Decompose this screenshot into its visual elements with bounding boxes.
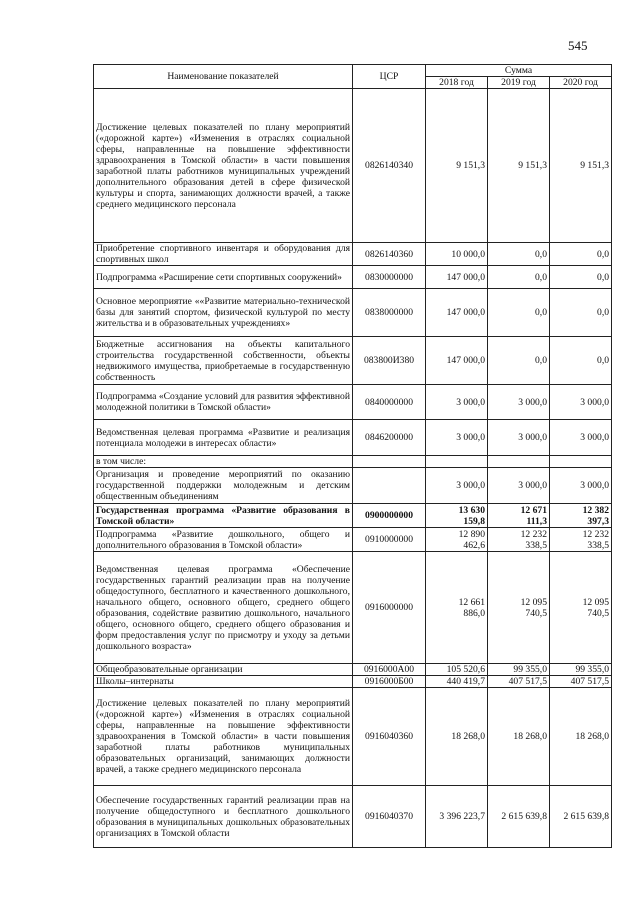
row-value-2020: 99 355,0 (550, 664, 612, 676)
row-code: 0900000000 (353, 504, 426, 528)
table-row (94, 420, 612, 456)
row-code: 0910000000 (353, 528, 426, 552)
row-value-2018: 3 000,0 (426, 468, 488, 504)
row-value-2020: 407 517,5 (550, 676, 612, 688)
row-value-2018: 3 396 223,7 (426, 786, 488, 848)
row-value-2019: 0,0 (488, 337, 550, 385)
table-row (94, 337, 612, 385)
row-code: 0916000Б00 (353, 676, 426, 688)
table-row (94, 786, 612, 848)
row-value-2019: 2 615 639,8 (488, 786, 550, 848)
row-name: Государственная программа «Развитие образования в Томской области» (94, 504, 353, 528)
row-value-2020: 3 000,0 (550, 420, 612, 456)
page-number: 545 (568, 38, 588, 53)
row-value-2018: 3 000,0 (426, 385, 488, 420)
row-value-2020: 12 382 397,3 (550, 504, 612, 528)
row-value-2020: 0,0 (550, 289, 612, 337)
row-value-2018: 9 151,3 (426, 89, 488, 243)
row-value-2018 (426, 456, 488, 468)
row-value-2020: 2 615 639,8 (550, 786, 612, 848)
row-code: 0916040360 (353, 688, 426, 786)
row-value-2018: 13 630 159,8 (426, 504, 488, 528)
row-name: Достижение целевых показателей по плану мероприятий («дорожной карте») «Изменения в отраслях социальной сферы, направленные на повышение эффективности здравоохранения в Томской области» в части повышения заработной платы работников муниципальных учреждений дополнительного образования детей в сфере физической культуры и спорта, занимающих должности врачей, а также среднего медицинского персонала (94, 89, 353, 243)
row-value-2020: 12 095 740,5 (550, 552, 612, 664)
row-value-2018: 147 000,0 (426, 289, 488, 337)
row-value-2018: 147 000,0 (426, 337, 488, 385)
table-row (94, 243, 612, 266)
table-row (94, 552, 612, 664)
table-row (94, 528, 612, 552)
row-code: 0830000000 (353, 266, 426, 289)
row-code: 0838000000 (353, 289, 426, 337)
row-value-2019: 9 151,3 (488, 89, 550, 243)
table-row (94, 676, 612, 688)
row-code: 0826140360 (353, 243, 426, 266)
row-value-2019: 3 000,0 (488, 468, 550, 504)
row-value-2019: 0,0 (488, 266, 550, 289)
row-value-2019: 0,0 (488, 289, 550, 337)
table-row (94, 266, 612, 289)
row-name: Организация и проведение мероприятий по оказанию государственной поддержки молодежным и детским общественным объединениям (94, 468, 353, 504)
row-name: Общеобразовательные организации (94, 664, 353, 676)
row-name: Приобретение спортивного инвентаря и оборудования для спортивных школ (94, 243, 353, 266)
row-name: Школы–интернаты (94, 676, 353, 688)
row-value-2018: 10 000,0 (426, 243, 488, 266)
table-row (94, 688, 612, 786)
row-code: 0846200000 (353, 420, 426, 456)
row-code (353, 456, 426, 468)
row-value-2018: 105 520,6 (426, 664, 488, 676)
header-row (94, 65, 612, 77)
row-value-2020: 3 000,0 (550, 468, 612, 504)
row-value-2019 (488, 456, 550, 468)
row-value-2019: 3 000,0 (488, 420, 550, 456)
row-value-2018: 18 268,0 (426, 688, 488, 786)
row-value-2018: 12 661 886,0 (426, 552, 488, 664)
row-value-2020: 0,0 (550, 337, 612, 385)
row-code: 083800И380 (353, 337, 426, 385)
row-value-2018: 3 000,0 (426, 420, 488, 456)
row-name: Обеспечение государственных гарантий реализации прав на получение общедоступного и бесплатного дошкольного образования в муниципальных дошкольных образовательных организациях в Томской области (94, 786, 353, 848)
header-year-2019: 2019 год (488, 77, 550, 89)
row-value-2019: 407 517,5 (488, 676, 550, 688)
row-name: в том числе: (94, 456, 353, 468)
row-value-2019: 12 095 740,5 (488, 552, 550, 664)
row-value-2018: 440 419,7 (426, 676, 488, 688)
row-code (353, 468, 426, 504)
row-name: Подпрограмма «Расширение сети спортивных сооружений» (94, 266, 353, 289)
row-value-2019: 12 232 338,5 (488, 528, 550, 552)
budget-table (93, 64, 612, 848)
row-value-2018: 12 890 462,6 (426, 528, 488, 552)
row-name: Ведомственная целевая программа «Развитие и реализация потенциала молодежи в интересах области» (94, 420, 353, 456)
row-code: 0916040370 (353, 786, 426, 848)
row-value-2019: 18 268,0 (488, 688, 550, 786)
row-code: 0916000А00 (353, 664, 426, 676)
row-name: Подпрограмма «Создание условий для развития эффективной молодежной политики в Томской области» (94, 385, 353, 420)
table-row (94, 468, 612, 504)
row-value-2020: 0,0 (550, 266, 612, 289)
row-value-2019: 12 671 111,3 (488, 504, 550, 528)
row-value-2020: 18 268,0 (550, 688, 612, 786)
header-csr: ЦСР (353, 65, 426, 89)
row-name: Достижение целевых показателей по плану мероприятий («дорожной карте») «Изменения в отраслях социальной сферы, направленные на повышение эффективности здравоохранения в Томской области» в части повышения заработной платы работников муниципальных образовательных организаций, занимающих должности врачей, а также среднего медицинского персонала (94, 688, 353, 786)
header-year-2018: 2018 год (426, 77, 488, 89)
row-name: Бюджетные ассигнования на объекты капитального строительства государственной собственности, объекты недвижимого имущества, приобретаемые в государственную собственность (94, 337, 353, 385)
header-name: Наименование показателей (94, 65, 353, 89)
header-year-2020: 2020 год (550, 77, 612, 89)
row-value-2019: 0,0 (488, 243, 550, 266)
row-code: 0826140340 (353, 89, 426, 243)
table-row (94, 504, 612, 528)
row-code: 0916000000 (353, 552, 426, 664)
table-row (94, 289, 612, 337)
header-sum: Сумма (426, 65, 612, 77)
table-row (94, 456, 612, 468)
row-value-2020: 12 232 338,5 (550, 528, 612, 552)
row-name: Ведомственная целевая программа «Обеспечение государственных гарантий реализации прав на получение общедоступного, бесплатного и качественного дошкольного, начального общего, основного общего, среднего общего образования, содействие развитию дошкольного, начального общего, основного общего, среднего общего образования и форм предоставления услуг по присмотру и уходу за детьми дошкольного возраста» (94, 552, 353, 664)
row-value-2020: 3 000,0 (550, 385, 612, 420)
row-value-2020: 9 151,3 (550, 89, 612, 243)
table-row (94, 664, 612, 676)
row-value-2020: 0,0 (550, 243, 612, 266)
row-value-2018: 147 000,0 (426, 266, 488, 289)
table-row (94, 385, 612, 420)
row-value-2019: 99 355,0 (488, 664, 550, 676)
row-code: 0840000000 (353, 385, 426, 420)
row-name: Основное мероприятие ««Развитие материально-технической базы для занятий спортом, физической культурой по месту жительства и в образовательных учреждениях» (94, 289, 353, 337)
row-value-2019: 3 000,0 (488, 385, 550, 420)
table-row (94, 89, 612, 243)
row-value-2020 (550, 456, 612, 468)
row-name: Подпрограмма «Развитие дошкольного, общего и дополнительного образования в Томской области» (94, 528, 353, 552)
